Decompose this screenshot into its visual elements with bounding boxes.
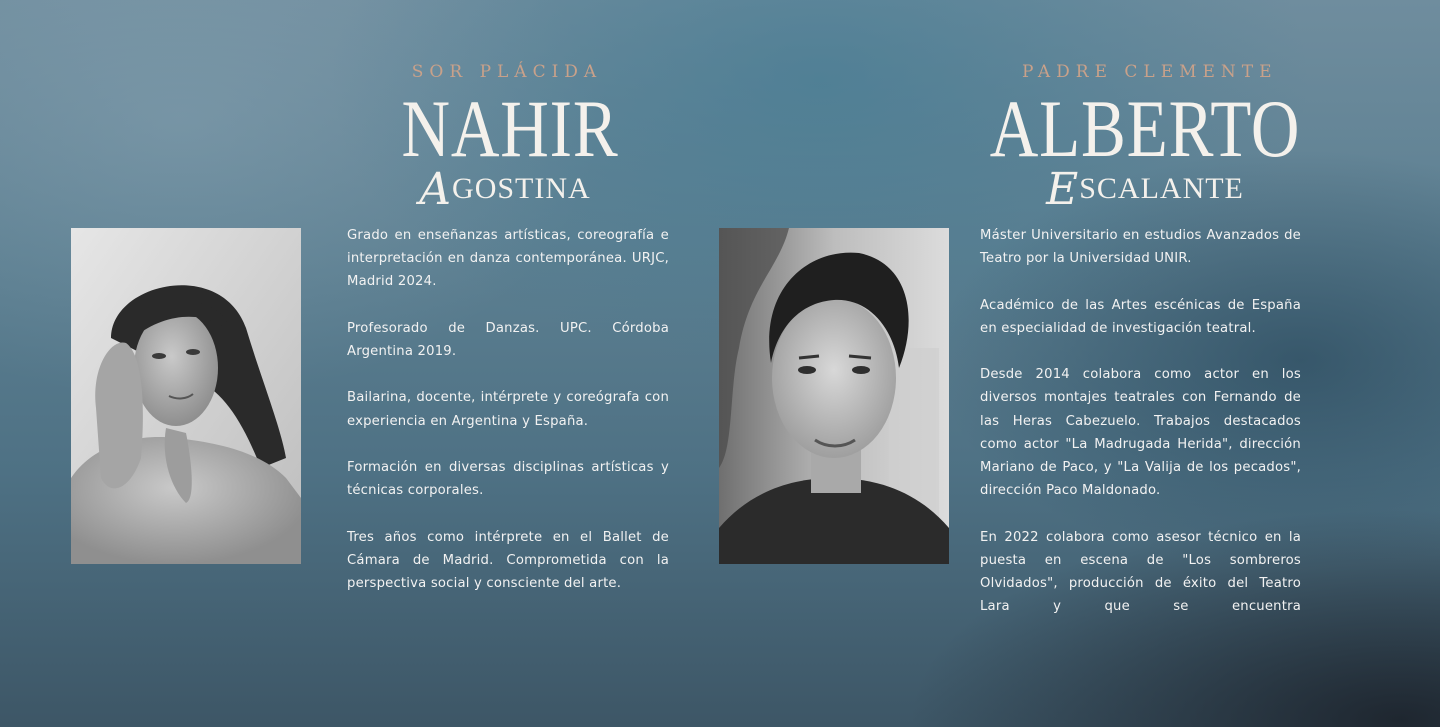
left-bio: [347, 224, 669, 618]
right-last-name-initial: E: [1046, 164, 1080, 215]
right-first-name: ALBERTO: [989, 83, 1301, 174]
left-last-name-rest: GOSTINA: [452, 172, 591, 205]
left-bio-paragraph: Tres años como intérprete en el Ballet de Cámara de Madrid. Comprometida con la perspectiva social y consciente del arte.: [347, 529, 669, 591]
left-last-name-initial: A: [419, 164, 453, 215]
right-bio-paragraph: Máster Universitario en estudios Avanzados de Teatro por la Universidad UNIR.: [980, 228, 1301, 267]
right-bio-paragraph: En 2022 colabora como asesor técnico en la puesta en escena de "Los sombreros Olvidados", producción de éxito del Teatro Lara y que se encuentra: [980, 529, 1301, 615]
left-last-name: [400, 164, 610, 215]
woman-portrait-image: [71, 228, 301, 564]
left-role: SOR PLÁCIDA: [411, 62, 603, 82]
left-bio-paragraph: Formación en diversas disciplinas artísticas y técnicas corporales.: [347, 459, 669, 499]
right-portrait-photo: [719, 228, 949, 564]
right-last-name-rest: SCALANTE: [1079, 172, 1244, 205]
left-bio-paragraph: Grado en enseñanzas artísticas, coreografía e interpretación en danza contemporánea. URJC, Madrid 2024.: [347, 228, 669, 290]
left-bio-paragraph: Bailarina, docente, intérprete y coreógrafa con experiencia en Argentina y España.: [347, 390, 669, 429]
right-bio-paragraph: Desde 2014 colabora como actor en los diversos montajes teatrales con Fernando de las Heras Cabezuelo. Trabajos destacados como actor "La Madrugada Herida", dirección Mariano de Paco, y "La Valija de los pecados", dirección Paco Maldonado.: [980, 367, 1301, 499]
right-last-name: [1040, 164, 1250, 215]
left-bio-paragraph: Profesorado de Danzas. UPC. Córdoba Argentina 2019.: [347, 320, 669, 359]
man-portrait-image: [719, 228, 949, 564]
right-bio-paragraph: Académico de las Artes escénicas de España en especialidad de investigación teatral.: [980, 297, 1301, 336]
right-bio: [980, 224, 1301, 642]
right-role: PADRE CLEMENTE: [1022, 62, 1278, 82]
left-first-name: NAHIR: [401, 83, 619, 174]
left-portrait-photo: [71, 228, 301, 564]
